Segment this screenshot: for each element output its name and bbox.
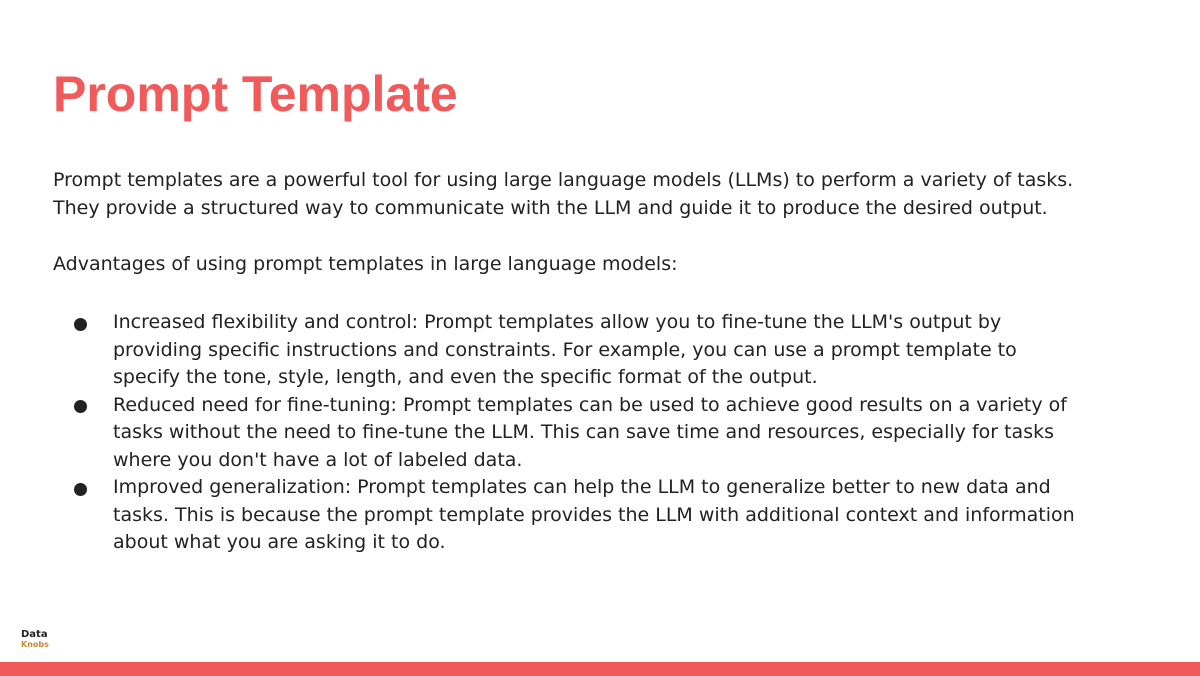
footer-accent-bar xyxy=(0,662,1200,676)
list-item-line: where you don't have a lot of labeled data. xyxy=(113,448,523,471)
advantages-heading: Advantages of using prompt templates in large language models: xyxy=(53,253,678,275)
list-item-flexibility xyxy=(53,309,1153,392)
page-title: Prompt Template xyxy=(53,66,458,122)
data-knobs-logo xyxy=(21,629,61,653)
list-item-line: Improved generalization: Prompt templates can help the LLM to generalize better to new data and xyxy=(113,476,1051,498)
list-item-generalization xyxy=(53,474,1153,557)
intro-paragraph xyxy=(53,167,1163,222)
list-item-line: tasks without the need to fine-tune the LLM. This can save time and resources, especially for tasks xyxy=(113,421,1055,443)
bullet-icon xyxy=(74,318,87,331)
intro-line: They provide a structured way to communicate with the LLM and guide it to produce the desired output. xyxy=(53,196,1048,219)
advantages-list xyxy=(53,309,1153,557)
bullet-icon xyxy=(74,483,87,496)
list-item-line: Increased flexibility and control: Prompt templates allow you to fine-tune the LLM's output by xyxy=(113,311,1002,333)
list-item-line: specify the tone, style, length, and even the specific format of the output. xyxy=(113,366,818,388)
logo-text-data: Data xyxy=(21,629,48,640)
list-item-fine-tuning xyxy=(53,392,1153,475)
list-item-line: tasks. This is because the prompt template provides the LLM with additional context and information xyxy=(113,503,1075,526)
list-item-line: providing specific instructions and constraints. For example, you can use a prompt template to xyxy=(113,338,1017,361)
list-item-line: about what you are asking it to do. xyxy=(113,531,446,553)
intro-line: Prompt templates are a powerful tool for using large language models (LLMs) to perform a variety of tasks. xyxy=(53,169,1074,191)
logo-text-knobs: Knobs xyxy=(21,640,49,649)
bullet-icon xyxy=(74,400,87,413)
list-item-line: Reduced need for fine-tuning: Prompt templates can be used to achieve good results on a variety of xyxy=(113,393,1067,416)
